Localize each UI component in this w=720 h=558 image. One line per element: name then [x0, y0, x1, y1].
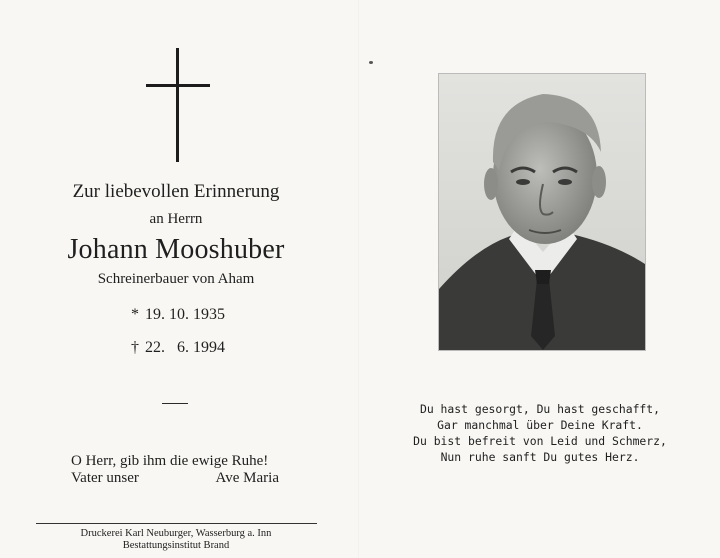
- prayer-right: Ave Maria: [215, 470, 279, 486]
- birth-symbol: *: [131, 306, 139, 323]
- portrait-image: [439, 74, 645, 350]
- memorial-line: Zur liebevollen Erinnerung: [72, 181, 280, 202]
- prayer-names: [71, 470, 281, 487]
- verse-line-1: Du hast gesorgt, Du hast geschafft,: [419, 402, 661, 416]
- birth-date: 19. 10. 1935: [145, 306, 225, 323]
- verse-line-3: Du bist befreit von Leid und Schmerz,: [413, 434, 667, 448]
- portrait-photo: [438, 73, 646, 351]
- printer-credit: Druckerei Karl Neuburger, Wasserburg a. Inn: [80, 528, 272, 539]
- salutation: an Herrn: [149, 211, 203, 227]
- death-date: 22. 6. 1994: [145, 339, 225, 356]
- separator-dash: [162, 403, 188, 404]
- left-page: [0, 0, 358, 558]
- prayer-left: Vater unser: [71, 470, 139, 486]
- occupation: Schreinerbauer von Aham: [97, 271, 255, 287]
- cross-icon: [146, 48, 210, 164]
- right-page: [360, 0, 720, 558]
- birth-date-line: [131, 306, 225, 324]
- undertaker-credit: Bestattungsinstitut Brand: [122, 540, 230, 551]
- death-symbol: †: [131, 339, 139, 356]
- deceased-name: Johann Mooshuber: [67, 234, 285, 265]
- footer-divider: [36, 523, 317, 524]
- prayer-line: O Herr, gib ihm die ewige Ruhe!: [71, 453, 269, 469]
- verse-line-4: Nun ruhe sanft Du gutes Herz.: [440, 450, 640, 464]
- verse-line-2: Gar manchmal über Deine Kraft.: [437, 418, 643, 432]
- death-date-line: [131, 339, 225, 357]
